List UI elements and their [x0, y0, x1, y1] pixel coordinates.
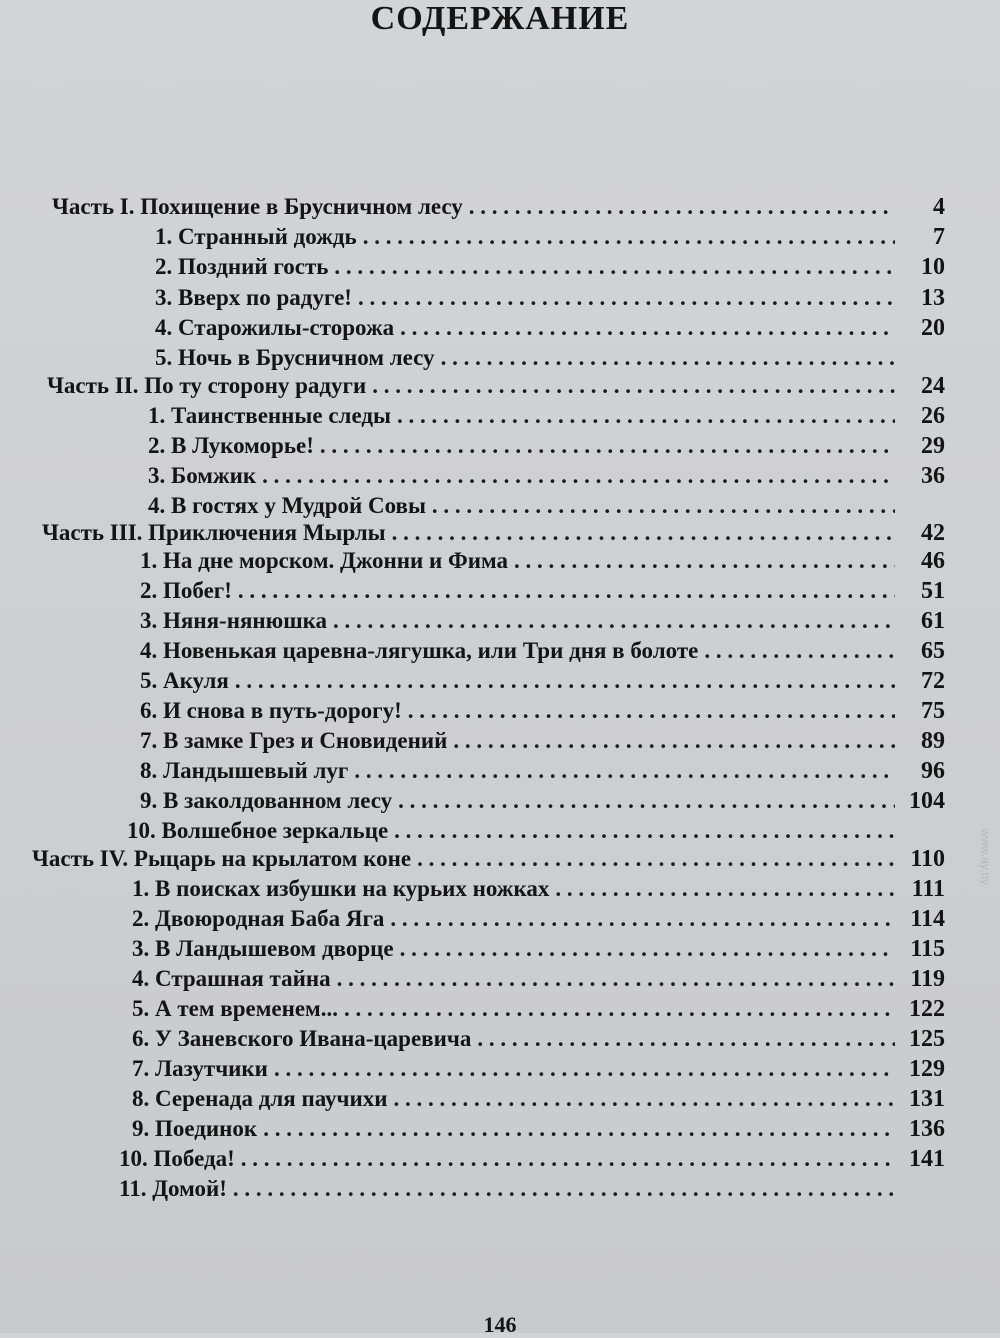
toc-page-number: 36 — [921, 463, 945, 489]
toc-page-number: 7 — [933, 224, 945, 250]
toc-entry-title: Часть IV. Рыцарь на крылатом коне — [32, 846, 412, 871]
toc-page-number: 29 — [921, 433, 945, 459]
toc-page-number: 122 — [909, 996, 945, 1022]
toc-leader-dots — [354, 758, 895, 784]
toc-page-number: 96 — [921, 758, 945, 784]
toc-page-number: 72 — [921, 668, 945, 694]
toc-entry-title: 5. Акуля — [140, 668, 229, 693]
page-heading: СОДЕРЖАНИЕ — [370, 0, 630, 37]
toc-leader-dots — [334, 254, 895, 280]
toc-entry-title: Часть III. Приключения Мырлы — [42, 520, 386, 545]
toc-leader-dots — [274, 1056, 895, 1082]
toc-entry-title: 2. Поздний гость — [155, 254, 329, 279]
toc-page-number: 111 — [911, 876, 945, 902]
toc-entry-title: Часть II. По ту сторону радуги — [47, 373, 367, 398]
toc-chapter-row — [148, 463, 945, 493]
toc-chapter-row — [132, 936, 945, 966]
toc-page-number: 131 — [909, 1086, 945, 1112]
toc-entry-title: 6. У Заневского Ивана-царевича — [132, 1026, 472, 1051]
toc-chapter-row — [140, 638, 945, 668]
toc-entry-title: 2. Двоюродная Баба Яга — [132, 906, 385, 931]
toc-leader-dots — [469, 194, 895, 220]
toc-entry-title: 9. В заколдованном лесу — [140, 788, 393, 813]
toc-leader-dots — [441, 345, 895, 371]
toc-leader-dots — [398, 788, 895, 814]
toc-chapter-row — [140, 578, 945, 608]
toc-entry-title: Часть I. Похищение в Брусничном лесу — [52, 194, 463, 219]
toc-leader-dots — [477, 1026, 895, 1052]
toc-page-number: 13 — [921, 285, 945, 311]
toc-chapter-row — [132, 1116, 945, 1146]
toc-chapter-row — [155, 345, 945, 375]
toc-leader-dots — [344, 996, 895, 1022]
toc-entry-title: 8. Серенада для паучихи — [132, 1086, 388, 1111]
toc-page-number: 42 — [921, 520, 945, 546]
toc-leader-dots — [337, 966, 895, 992]
toc-entry-title: 4. Новенькая царевна-лягушка, или Три дня в болоте — [140, 638, 699, 663]
toc-entry-title: 1. На дне морском. Джонни и Фима — [140, 548, 508, 573]
toc-page-number: 114 — [910, 906, 945, 932]
toc-page-number: 110 — [910, 846, 945, 872]
toc-entry-title: 10. Победа! — [119, 1146, 235, 1171]
toc-leader-dots — [417, 846, 895, 872]
toc-entry-title: 1. Странный дождь — [155, 224, 357, 249]
toc-leader-dots — [400, 315, 895, 341]
toc-entry-title: 3. В Ландышевом дворце — [132, 936, 394, 961]
toc-leader-dots — [333, 608, 895, 634]
toc-chapter-row — [140, 548, 945, 578]
toc-chapter-row — [140, 728, 945, 758]
toc-leader-dots — [358, 285, 895, 311]
toc-chapter-row — [132, 1026, 945, 1056]
toc-page-number: 65 — [921, 638, 945, 664]
toc-entry-title: 4. Страшная тайна — [132, 966, 331, 991]
toc-chapter-row — [148, 493, 945, 523]
toc-part-row — [47, 373, 945, 403]
toc-entry-title: 1. Таинственные следы — [148, 403, 391, 428]
toc-leader-dots — [400, 936, 895, 962]
toc-leader-dots — [363, 224, 895, 250]
toc-leader-dots — [394, 1086, 895, 1112]
toc-entry-title: 10. Волшебное зеркальце — [127, 818, 389, 843]
toc-leader-dots — [392, 520, 895, 546]
toc-leader-dots — [397, 403, 895, 429]
toc-page-number: 24 — [921, 373, 945, 399]
toc-page-number: 141 — [909, 1146, 945, 1172]
toc-entry-title: 7. Лазутчики — [132, 1056, 268, 1081]
toc-page-number: 115 — [910, 936, 945, 962]
toc-entry-title: 4. В гостях у Мудрой Совы — [148, 493, 426, 518]
toc-page-number: 75 — [921, 698, 945, 724]
toc-page-number: 4 — [933, 194, 945, 220]
toc-leader-dots — [238, 578, 895, 604]
toc-leader-dots — [241, 1146, 895, 1172]
toc-page-number: 10 — [921, 254, 945, 280]
toc-chapter-row — [132, 1056, 945, 1086]
toc-chapter-row — [119, 1176, 945, 1206]
toc-leader-dots — [408, 698, 895, 724]
toc-page-number: 129 — [909, 1056, 945, 1082]
toc-page-number: 136 — [909, 1116, 945, 1142]
toc-leader-dots — [555, 876, 895, 902]
toc-chapter-row — [132, 906, 945, 936]
toc-page-number: 104 — [909, 788, 945, 814]
toc-chapter-row — [140, 668, 945, 698]
toc-part-row — [52, 194, 945, 224]
toc-page-number: 89 — [921, 728, 945, 754]
toc-entry-title: 2. В Лукоморье! — [148, 433, 314, 458]
toc-part-row — [32, 846, 945, 876]
toc-chapter-row — [140, 788, 945, 818]
toc-chapter-row — [132, 996, 945, 1026]
toc-entry-title: 3. Вверх по радуге! — [155, 285, 352, 310]
toc-chapter-row — [140, 608, 945, 638]
toc-entry-title: 2. Побег! — [140, 578, 232, 603]
toc-leader-dots — [235, 668, 895, 694]
toc-entry-title: 5. Ночь в Брусничном лесу — [155, 345, 435, 370]
toc-leader-dots — [372, 373, 895, 399]
toc-entry-title: 9. Поединок — [132, 1116, 258, 1141]
toc-chapter-row — [155, 285, 945, 315]
toc-page-number: 46 — [921, 548, 945, 574]
toc-entry-title: 3. Няня-нянюшка — [140, 608, 328, 633]
toc-leader-dots — [263, 1116, 895, 1142]
toc-page-number: 26 — [921, 403, 945, 429]
toc-page-number: 20 — [921, 315, 945, 341]
toc-chapter-row — [155, 315, 945, 345]
toc-leader-dots — [233, 1176, 895, 1202]
toc-leader-dots — [320, 433, 895, 459]
toc-leader-dots — [394, 818, 895, 844]
toc-chapter-row — [132, 966, 945, 996]
toc-entry-title: 11. Домой! — [119, 1176, 227, 1201]
toc-entry-title: 3. Бомжик — [148, 463, 257, 488]
toc-page-number: 125 — [909, 1026, 945, 1052]
toc-chapter-row — [132, 1086, 945, 1116]
toc-entry-title: 1. В поисках избушки на курьих ножках — [132, 876, 550, 901]
toc-leader-dots — [262, 463, 895, 489]
toc-chapter-row — [119, 1146, 945, 1176]
toc-entry-title: 5. А тем временем... — [132, 996, 338, 1021]
toc-chapter-row — [155, 224, 945, 254]
toc-chapter-row — [155, 254, 945, 284]
toc-page-number: 61 — [921, 608, 945, 634]
toc-leader-dots — [453, 728, 895, 754]
toc-chapter-row — [148, 403, 945, 433]
toc-leader-dots — [432, 493, 895, 519]
toc-leader-dots — [390, 906, 895, 932]
toc-entry-title: 7. В замке Грез и Сновидений — [140, 728, 448, 753]
toc-chapter-row — [140, 758, 945, 788]
toc-chapter-row — [140, 698, 945, 728]
toc-entry-title: 4. Старожилы-сторожа — [155, 315, 395, 340]
toc-page-number: 51 — [921, 578, 945, 604]
watermark: www.ay.by — [978, 828, 992, 885]
toc-page-number: 119 — [910, 966, 945, 992]
toc-part-row — [42, 520, 945, 550]
toc-chapter-row — [132, 876, 945, 906]
toc-entry-title: 6. И снова в путь-дорогу! — [140, 698, 402, 723]
toc-entry-title: 8. Ландышевый луг — [140, 758, 349, 783]
page-number: 146 — [483, 1312, 517, 1337]
toc-leader-dots — [704, 638, 895, 664]
toc-chapter-row — [148, 433, 945, 463]
toc-chapter-row — [127, 818, 945, 848]
toc-leader-dots — [514, 548, 895, 574]
